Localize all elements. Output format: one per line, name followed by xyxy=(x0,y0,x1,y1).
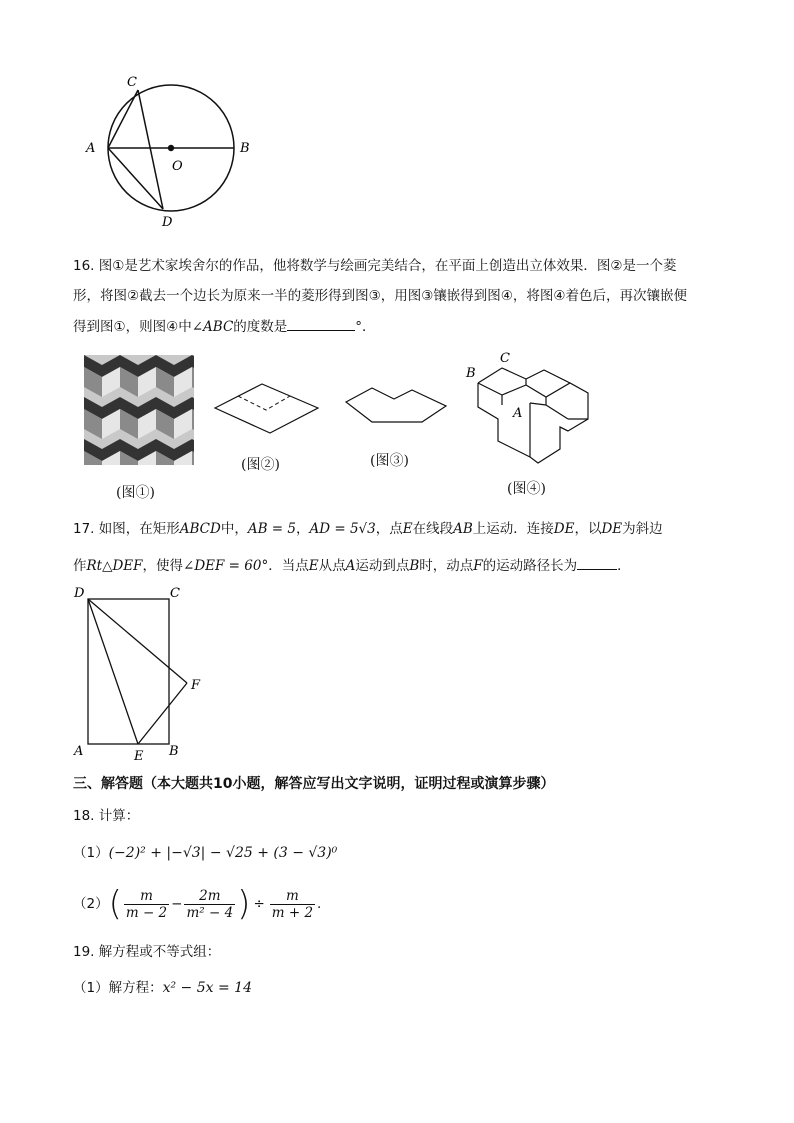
label-O: O xyxy=(172,159,183,174)
q17-text: 时，动点 xyxy=(419,558,474,574)
q17-text: ，点 xyxy=(375,521,403,537)
math-expression: (−2)² + |−√3| − √25 + (3 − √3)⁰ xyxy=(108,845,338,861)
label-D: D xyxy=(162,215,173,230)
part-label: （2） xyxy=(73,896,109,912)
label-C: C xyxy=(127,75,137,90)
fraction xyxy=(270,888,315,921)
operator: ÷ xyxy=(253,896,265,912)
q17-text: 在线段 xyxy=(412,521,454,537)
q17-math: AB = 5 xyxy=(247,521,296,537)
q17-text: ． xyxy=(617,558,631,574)
q19-part1 xyxy=(73,978,252,998)
rhombus-figure xyxy=(210,378,325,440)
caption-fig2: (图②) xyxy=(241,457,280,473)
q16-text: 得到图①，则图④中 xyxy=(73,319,192,335)
answer-blank xyxy=(577,555,617,570)
q16-line2: 形，将图②截去一个边长为原来一半的菱形得到图③，用图③镶嵌得到图④，将图④着色后，再次镶嵌便 xyxy=(73,288,688,304)
q18-part1 xyxy=(73,843,337,863)
period: . xyxy=(317,896,322,912)
label-D: D xyxy=(74,586,85,601)
label-F: F xyxy=(191,678,201,693)
q17-line2 xyxy=(73,555,631,576)
q16-text: °． xyxy=(355,319,376,335)
q17-math: F xyxy=(473,558,483,574)
label-E: E xyxy=(134,749,144,764)
label-C: C xyxy=(170,586,180,601)
label-C: C xyxy=(500,351,510,366)
q17-text: 的运动路径长为 xyxy=(482,558,578,574)
section-heading: 三、解答题（本大题共10小题，解答应写出文字说明，证明过程或演算步骤） xyxy=(73,776,555,792)
denominator: m − 2 xyxy=(125,904,168,921)
fraction xyxy=(124,888,169,921)
fraction xyxy=(184,888,235,921)
q17-text: 为斜边 xyxy=(622,521,663,537)
q18-part2 xyxy=(73,882,321,926)
l-shape-figure xyxy=(342,382,452,432)
q16-angle: ∠ABC xyxy=(191,319,234,335)
numerator: m xyxy=(124,888,169,905)
part-label: （1）解方程： xyxy=(73,980,163,996)
circle-figure xyxy=(80,70,270,240)
label-B: B xyxy=(466,366,476,381)
left-paren: ( xyxy=(108,884,122,924)
q17-text: ，以 xyxy=(574,521,602,537)
q17-text: 中， xyxy=(220,521,248,537)
q17-math: Rt△DEF xyxy=(86,558,143,574)
q17-text: 作 xyxy=(73,558,87,574)
q17-math: AB xyxy=(453,521,473,537)
numerator: m xyxy=(270,888,315,905)
q17-math: DE xyxy=(553,521,575,537)
caption-fig4: (图④) xyxy=(507,481,546,497)
q17-math: E xyxy=(308,558,319,574)
escher-pattern-image xyxy=(84,355,194,465)
label-A: A xyxy=(86,141,96,156)
q17-text: 上运动．连接 xyxy=(472,521,554,537)
q16-line3 xyxy=(73,316,376,337)
denominator: m² − 4 xyxy=(186,904,234,921)
right-paren: ) xyxy=(237,884,251,924)
q17-text: 17. 如图，在矩形 xyxy=(73,521,180,537)
caption-fig1: (图①) xyxy=(116,485,155,501)
tessellation-3d-figure xyxy=(460,345,595,470)
label-B: B xyxy=(169,744,179,759)
q17-math: DE xyxy=(601,521,623,537)
operator: − xyxy=(171,896,183,912)
q16-text: 的度数是 xyxy=(233,319,288,335)
q16-line1: 16. 图①是艺术家埃舍尔的作品，他将数学与绘画完美结合，在平面上创造出立体效果．图②是一个菱 xyxy=(73,258,677,274)
q17-line1 xyxy=(73,519,663,539)
denominator: m + 2 xyxy=(271,904,314,921)
q17-math: ABCD xyxy=(179,521,221,537)
part-label: （1） xyxy=(73,845,109,861)
q17-text: 从点 xyxy=(318,558,346,574)
caption-fig3: (图③) xyxy=(370,453,409,469)
q17-math: A xyxy=(345,558,356,574)
q17-text: ， xyxy=(296,521,310,537)
q19-title: 19. 解方程或不等式组： xyxy=(73,944,221,960)
q17-math: E xyxy=(402,521,413,537)
rectangle-figure xyxy=(70,583,220,768)
label-A: A xyxy=(74,744,84,759)
q18-title: 18. 计算： xyxy=(73,808,140,824)
q17-math: ∠DEF = 60° xyxy=(183,558,269,574)
label-A: A xyxy=(513,406,523,421)
q17-text: 运动到点 xyxy=(355,558,410,574)
numerator: 2m xyxy=(184,888,235,905)
q17-text: ，使得 xyxy=(142,558,184,574)
q17-math: B xyxy=(409,558,420,574)
q17-text: ．当点 xyxy=(268,558,309,574)
label-B: B xyxy=(240,141,250,156)
answer-blank xyxy=(287,316,355,331)
math-expression: x² − 5x = 14 xyxy=(162,980,252,996)
q17-math: AD = 5√3 xyxy=(309,521,376,537)
